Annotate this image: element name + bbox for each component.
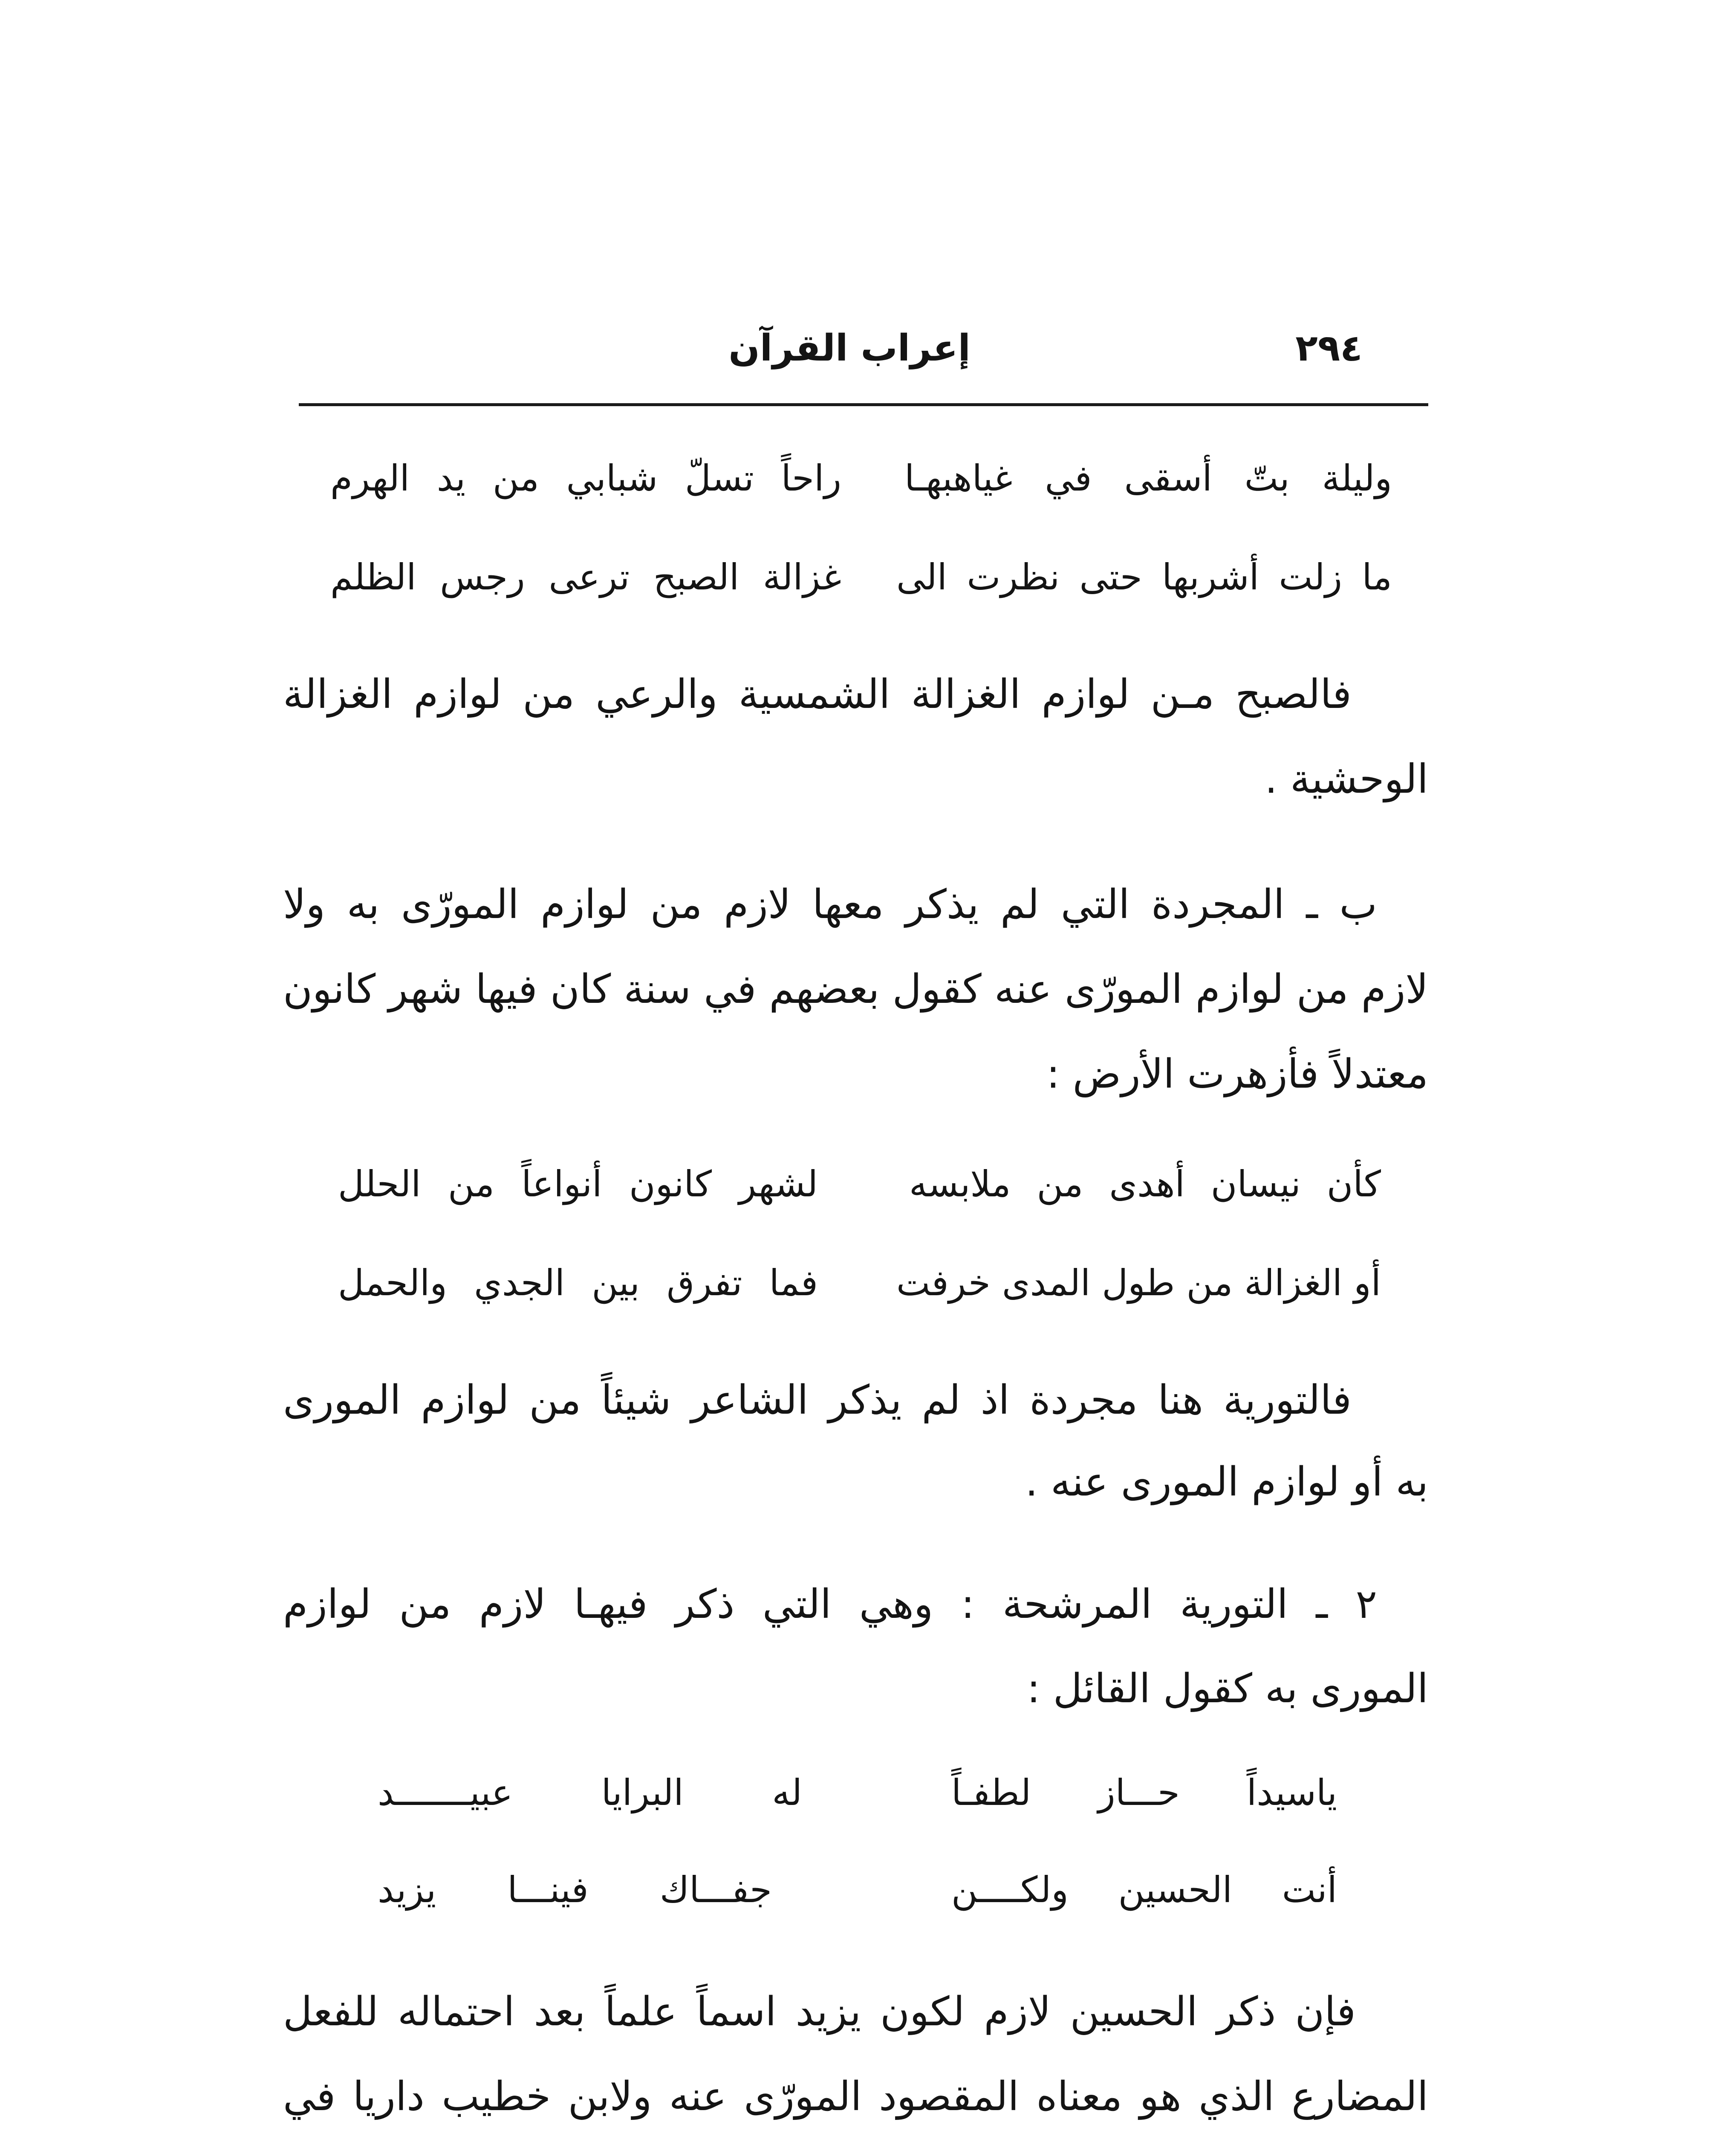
verse-second-hemistich: غزالة الصبح ترعى رجس الظلم: [330, 556, 841, 598]
paragraph-line: لازم من لوازم المورّى عنه كقول بعضهم في سنة كان فيها شهر كانون: [283, 966, 1428, 1013]
paragraph-line: المورى به كقول القائل :: [1027, 1666, 1428, 1712]
verse-second-hemistich: فما تفرق بين الجدي والحمل: [338, 1262, 818, 1304]
verse-second-hemistich: لشهر كانون أنواعاً من الحلل: [338, 1163, 818, 1205]
verse-first-hemistich: ياسيداً حـــاز لطفـاً: [951, 1772, 1337, 1813]
paragraph-line: به أو لوازم المورى عنه .: [1025, 1459, 1428, 1505]
verse-second-hemistich: جفـــاك فينـــا يزيد: [378, 1869, 772, 1911]
page-number: ٢٩٤: [1295, 327, 1363, 370]
paragraph-line: فالصبح مـن لوازم الغزالة الشمسية والرعي من لوازم الغزالة: [283, 671, 1352, 718]
verse-first-hemistich: أنت الحسين ولكــــن: [951, 1869, 1337, 1911]
paragraph-line: فالتورية هنا مجردة اذ لم يذكر الشاعر شيئاً من لوازم المورى: [283, 1377, 1352, 1424]
paragraph-line: المضارع الذي هو معناه المقصود المورّى عنه ولابن خطيب داريا في: [283, 2073, 1428, 2120]
running-title: إعراب القرآن: [728, 327, 971, 370]
verse-second-hemistich: له البرايا عبيـــــــد: [378, 1772, 802, 1813]
paragraph-line: فإن ذكر الحسين لازم لكون يزيد اسماً علماً بعد احتماله للفعل: [283, 1989, 1356, 2035]
verse-first-hemistich: أو الغزالة من طول المدى خرفت: [896, 1262, 1381, 1304]
verse-second-hemistich: راحاً تسلّ شبابي من يد الهرم: [330, 457, 841, 499]
paragraph-line: ب ـ المجردة التي لم يذكر معها لازم من لوازم المورّى به ولا: [283, 881, 1377, 928]
verse-first-hemistich: وليلة بتّ أسقى في غياهبهـا: [904, 457, 1392, 499]
verse-first-hemistich: كأن نيسان أهدى من ملابسه: [909, 1163, 1381, 1205]
paragraph-line: ٢ ـ التورية المرشحة : وهي التي ذكر فيهـا لازم من لوازم: [283, 1581, 1377, 1628]
paragraph-line: معتدلاً فأزهرت الأرض :: [1046, 1051, 1428, 1097]
verse-first-hemistich: ما زلت أشربها حتى نظرت الى: [896, 556, 1392, 598]
paragraph-line: الوحشية .: [1265, 756, 1428, 803]
header-rule: [299, 403, 1428, 406]
